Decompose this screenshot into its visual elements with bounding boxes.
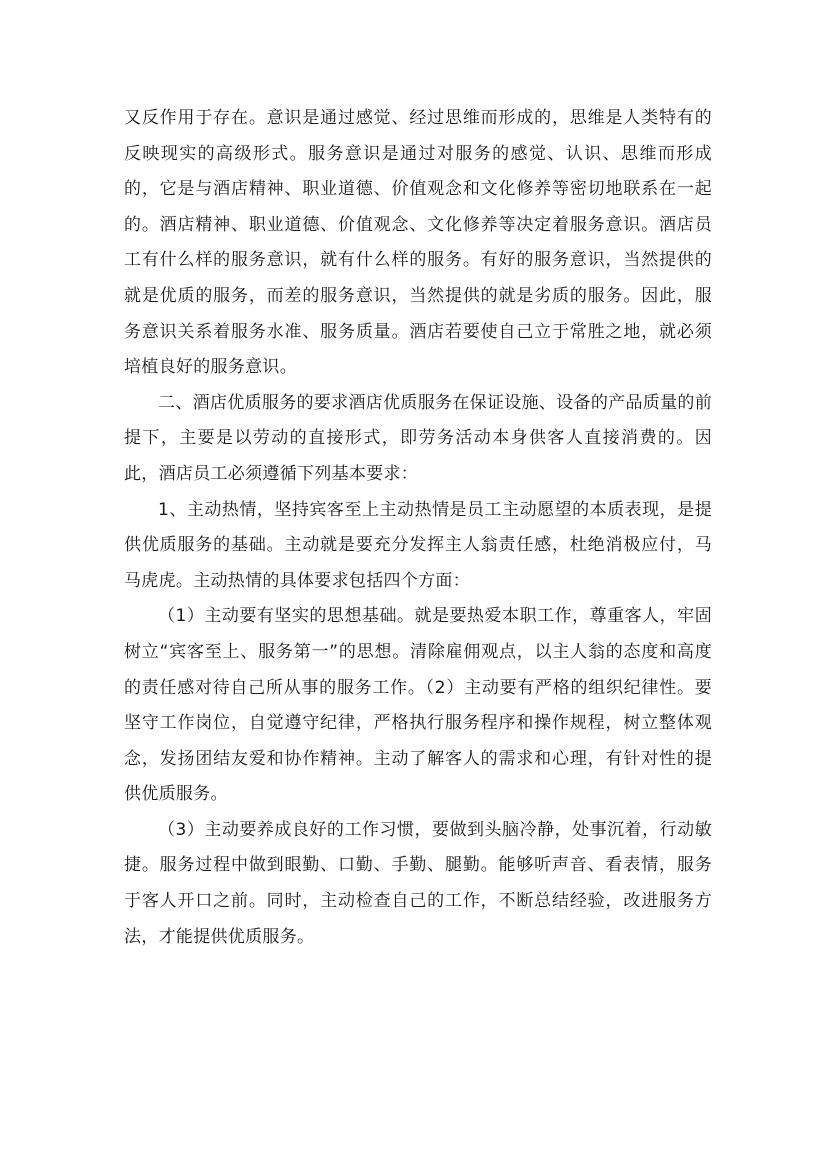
paragraph-5: （3）主动要养成良好的工作习惯，要做到头脑冷静，处事沉着，行动敏捷。服务过程中做到眼勤、口勤、手勤、腿勤。能够听声音、看表情，服务于客人开口之前。同时，主动检查自己的工作，不断总结经验，改进服务方法，才能提供优质服务。	[124, 819, 712, 947]
paragraph-3: 1、主动热情，坚持宾客至上主动热情是员工主动愿望的本质表现，是提供优质服务的基础。主动就是要充分发挥主人翁责任感，杜绝消极应付，马马虎虎。主动热情的具体要求包括四个方面：	[124, 499, 712, 591]
paragraph-2: 二、酒店优质服务的要求酒店优质服务在保证设施、设备的产品质量的前提下，主要是以劳动的直接形式，即劳务活动本身供客人直接消费的。因此，酒店员工必须遵循下列基本要求：	[124, 392, 712, 484]
paragraph-1: 又反作用于存在。意识是通过感觉、经过思维而形成的，思维是人类特有的反映现实的高级形式。服务意识是通过对服务的感觉、认识、思维而形成的，它是与酒店精神、职业道德、价值观念和文化修养等密切地联系在一起的。酒店精神、职业道德、价值观念、文化修养等决定着服务意识。酒店员工有什么样的服务意识，就有什么样的服务。有好的服务意识，当然提供的就是优质的服务，而差的服务意识，当然提供的就是劣质的服务。因此，服务意识关系着服务水准、服务质量。酒店若要使自己立于常胜之地，就必须培植良好的服务意识。	[124, 108, 712, 378]
paragraph-4: （1）主动要有坚实的思想基础。就是要热爱本职工作，尊重客人，牢固树立“宾客至上、服务第一”的思想。清除雇佣观点，以主人翁的态度和高度的责任感对待自己所从事的服务工作。（2）主动要有严格的组织纪律性。要坚守工作岗位，自觉遵守纪律，严格执行服务程序和操作规程，树立整体观念，发扬团结友爱和协作精神。主动了解客人的需求和心理，有针对性的提供优质服务。	[124, 606, 712, 805]
document-body	[124, 101, 712, 955]
